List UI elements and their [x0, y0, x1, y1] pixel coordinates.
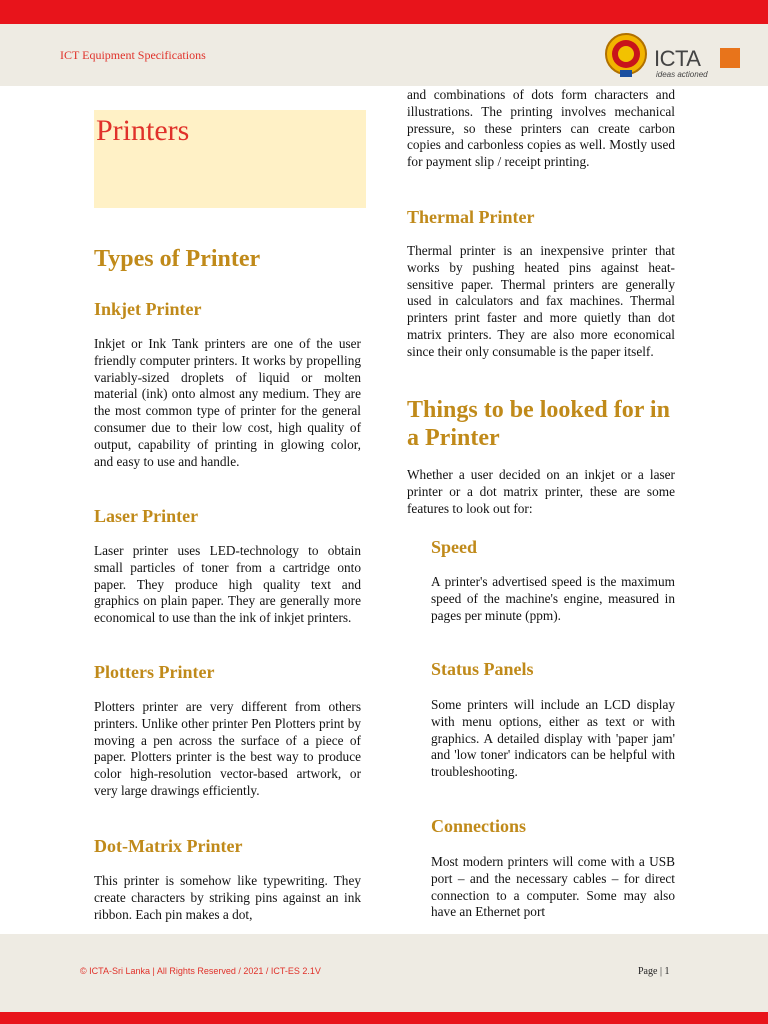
header-title: ICT Equipment Specifications [60, 48, 206, 62]
section-title-things: Things to be looked for in a Printer [407, 397, 670, 451]
heading-speed: Speed [431, 537, 478, 557]
heading-connections: Connections [431, 816, 527, 836]
page-title-box [94, 110, 366, 208]
paragraph-thermal: Thermal printer is an inexpensive printer that works by pushing heated pins against heat-sensitive paper. Thermal printers are generally used in calculators and fax machines. Thermal printers print faster and more quietly than dot matrix printers. They are also more economical since their only consumable is the paper itself. [407, 243, 675, 359]
section-title-types: Types of Printer [94, 246, 261, 272]
paragraph-dotmatrix: This printer is somehow like typewriting. They create characters by striking pins against an ink ribbon. Each pin makes a dot, [94, 873, 361, 922]
paragraph-inkjet: Inkjet or Ink Tank printers are one of the user friendly computer printers. It works by propelling variably-sized droplets of liquid or molten material (ink) onto almost any medium. They are the most common type of printer for the general consumer due to their low cost, high quality of output, capability of printing in glowing color, and easy to use and handle. [94, 336, 361, 469]
page-title: Printers [96, 114, 190, 147]
icta-logo-text: ICTA [654, 46, 701, 71]
heading-dotmatrix: Dot-Matrix Printer [94, 836, 243, 856]
paragraph-plotters: Plotters printer are very different from others printers. Unlike other printer Pen Plotters print by moving a pen across the surface of a piece of paper. Plotters printer is the best way to produce color high-resolution vector-based artwork, or very large drawings efficiently. [94, 699, 361, 798]
icta-logo [654, 46, 708, 79]
paragraph-speed: A printer's advertised speed is the maximum speed of the machine's engine, measured in pages per minute (ppm). [431, 574, 675, 623]
top-red-bar [0, 0, 768, 24]
heading-inkjet: Inkjet Printer [94, 299, 202, 319]
bottom-red-bar [0, 1012, 768, 1024]
page-header [0, 24, 768, 86]
footer-copyright: © ICTA-Sri Lanka | All Rights Reserved / 2021 / ICT-ES 2.1V [80, 966, 321, 976]
footer-page-number: Page | 1 [638, 966, 670, 977]
icta-tagline: ideas actioned [656, 70, 708, 79]
paragraph-connections: Most modern printers will come with a USB port – and the necessary cables – for direct connection to a computer. Some may also have an Ethernet port [431, 854, 675, 920]
sri-lanka-emblem-icon [604, 32, 648, 78]
icta-logo-mark-icon [720, 48, 740, 68]
paragraph-status-panels: Some printers will include an LCD display with menu options, either as text or with graphics. A detailed display with 'paper jam' and 'low toner' indicators can be helpful with troubleshooting. [431, 697, 675, 780]
paragraph-laser: Laser printer uses LED-technology to obtain small particles of toner from a cartridge onto paper. They produce high quality text and graphics on plain paper. They are generally more economical to use than the ink of inkjet printers. [94, 543, 361, 626]
heading-status-panels: Status Panels [431, 659, 534, 679]
heading-laser: Laser Printer [94, 506, 199, 526]
heading-plotters: Plotters Printer [94, 662, 215, 682]
paragraph-dotmatrix-continued: and combinations of dots form characters and illustrations. The printing involves mechanical pressure, so these printers can create carbon copies and carbonless copies as well. Mostly used for payment slip / receipt printing. [407, 87, 675, 170]
paragraph-intro: Whether a user decided on an inkjet or a laser printer or a dot matrix printer, these are some features to look out for: [407, 467, 675, 516]
page-footer [0, 934, 768, 1012]
heading-thermal: Thermal Printer [407, 207, 535, 227]
